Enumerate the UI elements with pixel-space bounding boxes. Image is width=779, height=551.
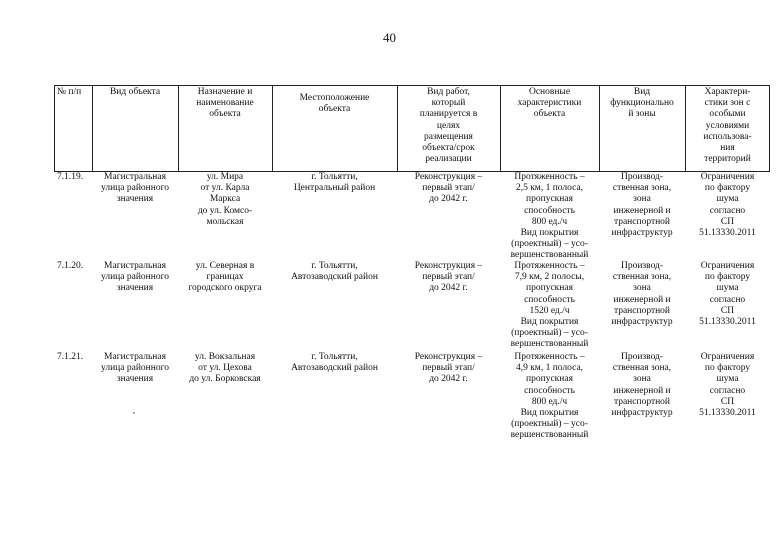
row-object-type: Магистральная улица районного значения <box>101 352 169 385</box>
row-location: г. Тольятти, Автозаводский район <box>291 352 378 374</box>
row-restrictions: Ограничения по фактору шума согласно СП 51.13330.2011 <box>699 261 756 328</box>
row-object-name: ул. Мира от ул. Карла Маркса до ул. Комсо- мольская <box>197 172 253 227</box>
row-characteristics: Протяженность – 7,9 км, 2 полосы, пропускная способность 1520 ед./ч Вид покрытия (проектный) – усо- вершенствованный <box>510 261 589 350</box>
row-object-name: ул. Северная в границах городского округа <box>188 261 262 294</box>
row-object-name: ул. Вокзальная от ул. Цехова до ул. Борковская <box>189 352 261 385</box>
row-characteristics: Протяженность – 4,9 км, 1 полоса, пропускная способность 800 ед./ч Вид покрытия (проектный) – усо- вершенствованный <box>510 352 589 441</box>
row-object-type: Магистральная улица районного значения <box>101 261 169 294</box>
row-number: 7.1.20. <box>57 261 84 271</box>
row-number: 7.1.21. <box>57 352 84 362</box>
header-number: № п/п <box>57 87 82 97</box>
table-top-border <box>54 85 770 86</box>
column-border <box>54 85 55 171</box>
page-number: 40 <box>383 30 396 45</box>
header-functional-zone: Вид функционально й зоны <box>610 87 674 120</box>
row-number: 7.1.19. <box>57 172 84 182</box>
header-characteristics: Основные характеристики объекта <box>517 87 582 120</box>
row-functional-zone: Производ- ственная зона, зона инженерной и транспортной инфраструктур <box>611 352 673 419</box>
header-purpose-name: Назначение и наименование объекта <box>196 87 254 120</box>
row-functional-zone: Производ- ственная зона, зона инженерной и транспортной инфраструктур <box>611 172 673 239</box>
row-work-type: Реконструкция – первый этап/ до 2042 г. <box>414 172 483 205</box>
row-work-type: Реконструкция – первый этап/ до 2042 г. <box>414 261 483 294</box>
header-work-type: Вид работ, который планируется в целях размещения объекта/срок реализации <box>419 87 478 165</box>
row-work-type: Реконструкция – первый этап/ до 2042 г. <box>414 352 483 385</box>
row-location: г. Тольятти, Центральный район <box>293 172 376 194</box>
row-location: г. Тольятти, Автозаводский район <box>291 261 378 283</box>
row-object-type: Магистральная улица районного значения <box>101 172 169 205</box>
row-functional-zone: Производ- ственная зона, зона инженерной и транспортной инфраструктур <box>611 261 673 328</box>
row-restrictions: Ограничения по фактору шума согласно СП 51.13330.2011 <box>699 352 756 419</box>
row-characteristics: Протяженность – 2,5 км, 1 полоса, пропускная способность 800 ед./ч Вид покрытия (проектный) – усо- вершенствованный <box>510 172 589 261</box>
header-restrictions: Характери- стики зон с особыми условиями использова- ния территорий <box>703 87 752 165</box>
header-object-type: Вид объекта <box>109 87 161 97</box>
objects-table <box>54 85 770 445</box>
row-restrictions: Ограничения по фактору шума согласно СП 51.13330.2011 <box>699 172 756 239</box>
header-location: Местоположение объекта <box>299 93 370 115</box>
scan-speck <box>133 412 135 414</box>
